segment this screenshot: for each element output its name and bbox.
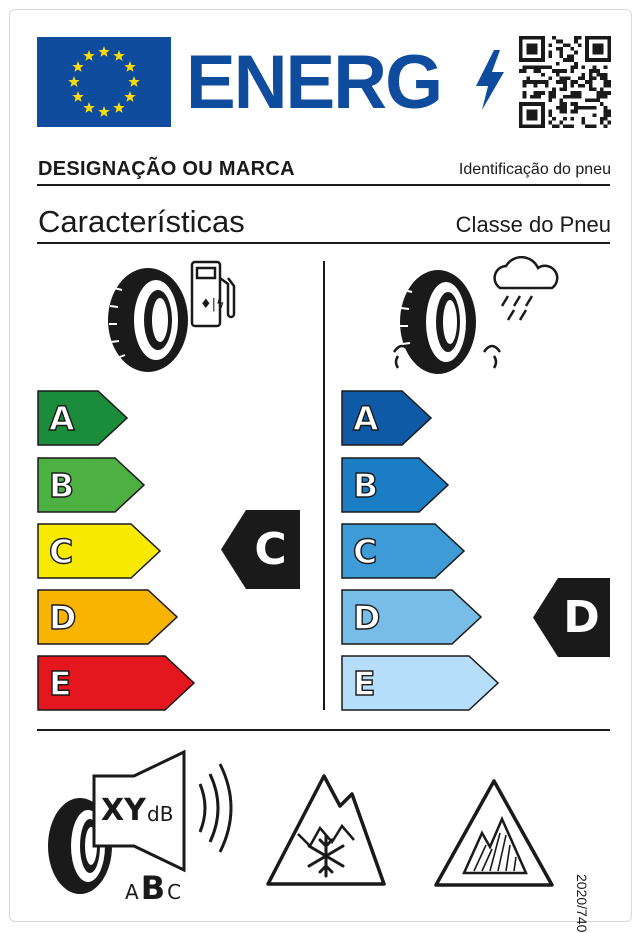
class-letter: C — [49, 531, 74, 571]
divider-line — [37, 729, 610, 731]
eu-star — [113, 102, 124, 113]
rain-cloud-icon — [495, 257, 558, 320]
lightning-bolt-icon — [472, 48, 508, 112]
noise-class-scale — [125, 869, 181, 907]
specifications-title: Características — [38, 204, 245, 239]
fuel-class-d — [37, 589, 178, 645]
eu-star — [83, 102, 94, 113]
class-letter: E — [353, 663, 376, 703]
ice-grip-icon — [430, 775, 558, 891]
fuel-rating-letter: C — [254, 524, 287, 575]
wet-class-a — [341, 390, 432, 446]
class-letter: B — [353, 465, 379, 505]
divider-line — [37, 242, 610, 244]
noise-unit: dB — [147, 802, 174, 826]
fuel-class-e — [37, 655, 195, 711]
fuel-class-b — [37, 457, 145, 513]
svg-text:♦|ϟ: ♦|ϟ — [200, 297, 225, 312]
fuel-efficiency-icon — [100, 258, 245, 378]
wet-class-d — [341, 589, 482, 645]
wet-grip-icon — [390, 256, 565, 381]
eu-star — [98, 46, 109, 57]
class-letter: E — [49, 663, 72, 703]
fuel-efficiency-rating — [221, 510, 300, 589]
fuel-pump-icon — [192, 262, 234, 326]
eu-star — [128, 76, 139, 87]
eu-star — [72, 91, 83, 102]
regulation-number: 2020/740 — [574, 874, 590, 933]
class-letter: D — [353, 597, 381, 637]
wet-class-e — [341, 655, 499, 711]
eu-star — [124, 61, 135, 72]
tyre-icon — [400, 270, 476, 374]
eu-star — [124, 91, 135, 102]
eu-star — [83, 50, 94, 61]
noise-class-a: A — [125, 880, 139, 904]
eu-star — [98, 106, 109, 117]
sound-waves-icon — [200, 764, 231, 852]
eu-star — [72, 61, 83, 72]
class-letter: A — [49, 398, 75, 438]
eu-star — [113, 50, 124, 61]
class-letter: B — [49, 465, 75, 505]
supplier-name: DESIGNAÇÃO OU MARCA — [38, 158, 295, 180]
class-letter: A — [353, 398, 379, 438]
divider-line — [37, 184, 610, 186]
wet-rating-letter: D — [563, 592, 600, 643]
fuel-class-c — [37, 523, 161, 579]
section-divider — [323, 261, 325, 710]
tyre-icon — [108, 268, 188, 372]
wet-class-b — [341, 457, 449, 513]
energy-title: ENERG — [186, 40, 442, 125]
noise-class-c: C — [167, 880, 182, 904]
noise-value: XY — [101, 793, 146, 828]
tyre-class-label: Classe do Pneu — [455, 212, 611, 237]
eu-star — [68, 76, 79, 87]
qr-code-icon[interactable] — [519, 36, 611, 128]
fuel-class-a — [37, 390, 128, 446]
eu-stars-icon — [37, 37, 171, 127]
wet-class-c — [341, 523, 465, 579]
tyre-type-identifier: Identificação do pneu — [458, 161, 611, 178]
class-letter: C — [353, 531, 378, 571]
snow-grip-icon — [262, 770, 390, 890]
noise-class-b: B — [140, 869, 166, 907]
wet-grip-rating — [533, 578, 610, 657]
class-letter: D — [49, 597, 77, 637]
eu-flag — [37, 37, 171, 127]
